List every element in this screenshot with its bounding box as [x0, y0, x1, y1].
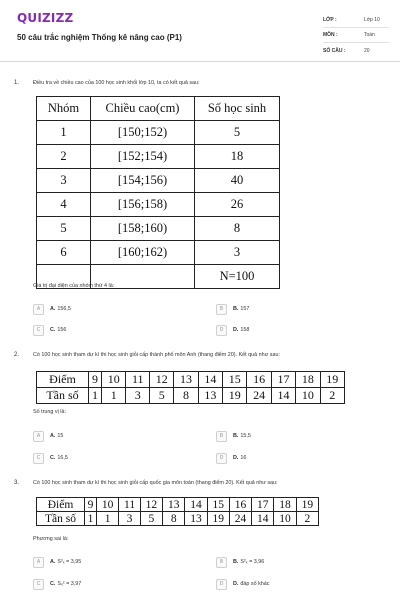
table-cell: 18: [274, 498, 296, 512]
question-number: 1.: [14, 80, 20, 86]
table-cell: 9: [85, 498, 97, 512]
question-number: 2.: [14, 352, 20, 358]
option-letter-box: D: [216, 579, 227, 590]
option-text: 15: [57, 433, 64, 439]
option-text: S²ₓ = 3,96: [240, 559, 265, 565]
option-text: 156,5: [57, 306, 71, 312]
option-label: C.: [50, 455, 56, 461]
quizizz-logo: QUIZIZZ: [17, 11, 74, 25]
option-label: A.: [50, 306, 56, 312]
option-letter-box: C: [33, 325, 44, 336]
table-header-row: [37, 97, 280, 121]
table-cell: 13: [174, 372, 198, 388]
question-prompt: Giá trị đại diện của nhóm thứ 4 là:: [33, 283, 115, 289]
option-b[interactable]: [216, 303, 249, 315]
option-d[interactable]: [216, 324, 249, 336]
table-cell: 1: [97, 512, 119, 526]
table-cell: 6: [37, 241, 91, 265]
table-cell: 12: [150, 372, 174, 388]
table-row: [37, 372, 345, 388]
table-cell: 3: [126, 388, 150, 404]
option-label: C.: [50, 581, 56, 587]
option-a[interactable]: [33, 556, 81, 568]
table-cell: [154;156): [91, 169, 195, 193]
option-letter-box: B: [216, 557, 227, 568]
table-row: [37, 121, 280, 145]
table-cell: 4: [37, 193, 91, 217]
question-prompt: Số trung vị là:: [33, 409, 66, 415]
option-label: C.: [50, 327, 56, 333]
table-cell: 5: [150, 388, 174, 404]
worksheet-header: [0, 0, 400, 62]
table-cell: 11: [119, 498, 141, 512]
table-cell: 13: [163, 498, 185, 512]
table-cell: Tần số: [37, 512, 85, 526]
meta-value: Lớp 10: [364, 17, 380, 23]
option-text: 16,5: [57, 455, 68, 461]
option-text: 157: [240, 306, 250, 312]
table-cell: 3: [195, 241, 280, 265]
question-number: 3.: [14, 480, 20, 486]
table-cell: N=100: [195, 265, 280, 289]
table-cell: 1: [102, 388, 126, 404]
option-text: 158: [240, 327, 250, 333]
table-cell: 2: [320, 388, 344, 404]
table-cell: 19: [223, 388, 247, 404]
option-c[interactable]: [33, 452, 68, 464]
table-cell: 19: [296, 498, 318, 512]
table-cell: 1: [85, 512, 97, 526]
option-letter-box: A: [33, 304, 44, 315]
table-header-cell: Số học sinh: [195, 97, 280, 121]
table-cell: 1: [89, 388, 102, 404]
table-cell: 10: [296, 388, 320, 404]
table-cell: [150;152): [91, 121, 195, 145]
question-text: Có 100 học sinh tham dự kì thi học sinh giỏi cấp thành phố môn Anh (thang điểm 20). Kết quả như sau:: [33, 352, 280, 358]
table-cell: 13: [198, 388, 222, 404]
table-cell: Điểm: [37, 372, 89, 388]
table-cell: 16: [229, 498, 251, 512]
table-row: [37, 498, 319, 512]
meta-value: Toán: [364, 32, 375, 38]
table-cell: 18: [296, 372, 320, 388]
meta-row-grade: [323, 13, 389, 28]
option-letter-box: C: [33, 579, 44, 590]
option-letter-box: A: [33, 557, 44, 568]
option-label: D.: [233, 455, 239, 461]
worksheet-title: 50 câu trắc nghiệm Thống kê nâng cao (P1): [17, 33, 182, 42]
option-label: B.: [233, 433, 239, 439]
option-text: Sₓ² = 3,97: [57, 581, 82, 587]
question-text: Điều tra về chiều cao của 100 học sinh khối lớp 10, ta có kết quả sau:: [33, 80, 200, 86]
table-cell: 16: [247, 372, 271, 388]
meta-row-subject: [323, 28, 389, 43]
table-cell: 26: [195, 193, 280, 217]
score-frequency-table: [36, 371, 345, 404]
table-cell: Điểm: [37, 498, 85, 512]
table-cell: [156;158): [91, 193, 195, 217]
table-row: [37, 193, 280, 217]
table-cell: 19: [320, 372, 344, 388]
table-cell: 17: [252, 498, 274, 512]
table-cell: 5: [140, 512, 162, 526]
question-prompt: Phương sai là:: [33, 536, 69, 542]
table-cell: 24: [229, 512, 251, 526]
table-cell: 10: [102, 372, 126, 388]
option-label: A.: [50, 433, 56, 439]
table-cell: Tần số: [37, 388, 89, 404]
option-a[interactable]: [33, 430, 63, 442]
question-text: Có 100 học sinh tham dự kì thi học sinh giỏi cấp quốc gia môn toán (thang điểm 20). Kết quả như sau:: [33, 480, 278, 486]
option-label: D.: [233, 581, 239, 587]
option-c[interactable]: [33, 578, 81, 590]
option-label: B.: [233, 559, 239, 565]
option-c[interactable]: [33, 324, 66, 336]
meta-value: 20: [364, 47, 370, 54]
table-cell: 11: [126, 372, 150, 388]
table-cell: 3: [119, 512, 141, 526]
option-text: S²ₓ = 3,95: [57, 559, 82, 565]
table-cell: 14: [198, 372, 222, 388]
table-cell: 2: [37, 145, 91, 169]
table-cell: 18: [195, 145, 280, 169]
option-label: D.: [233, 327, 239, 333]
option-text: 16: [240, 455, 247, 461]
table-cell: 9: [89, 372, 102, 388]
option-d[interactable]: [216, 452, 246, 464]
option-text: đáp số khác: [240, 581, 270, 587]
table-cell: 24: [247, 388, 271, 404]
option-letter-box: A: [33, 431, 44, 442]
table-cell: [160;162): [91, 241, 195, 265]
table-cell: 14: [185, 498, 207, 512]
table-cell: 14: [271, 388, 295, 404]
table-row: [37, 145, 280, 169]
table-cell: 5: [195, 121, 280, 145]
option-text: 15,5: [240, 433, 251, 439]
option-label: B.: [233, 306, 239, 312]
table-cell: 10: [274, 512, 296, 526]
table-cell: 8: [195, 217, 280, 241]
meta-label: LỚP :: [323, 17, 337, 23]
table-cell: 19: [207, 512, 229, 526]
score-frequency-table: [36, 497, 319, 526]
option-letter-box: B: [216, 304, 227, 315]
table-cell: 40: [195, 169, 280, 193]
height-table: [36, 96, 280, 289]
table-row: [37, 241, 280, 265]
table-cell: 15: [207, 498, 229, 512]
table-row: [37, 169, 280, 193]
table-cell: [158;160): [91, 217, 195, 241]
meta-label: MÔN :: [323, 32, 338, 38]
option-label: A.: [50, 559, 56, 565]
option-a[interactable]: [33, 303, 71, 315]
table-row: [37, 217, 280, 241]
table-cell: [152;154): [91, 145, 195, 169]
meta-row-question-count: [323, 43, 389, 58]
table-cell: 10: [97, 498, 119, 512]
worksheet-meta: [323, 13, 389, 58]
table-cell: 1: [37, 121, 91, 145]
option-letter-box: C: [33, 453, 44, 464]
table-cell: 5: [37, 217, 91, 241]
option-text: 156: [57, 327, 67, 333]
table-header-cell: Chiều cao(cm): [91, 97, 195, 121]
meta-label: SỐ CÂU :: [323, 47, 346, 54]
table-cell: 15: [223, 372, 247, 388]
table-cell: 14: [252, 512, 274, 526]
table-cell: 2: [296, 512, 318, 526]
table-row: [37, 388, 345, 404]
table-cell: 3: [37, 169, 91, 193]
table-cell: 13: [185, 512, 207, 526]
table-cell: 8: [174, 388, 198, 404]
table-row: [37, 512, 319, 526]
option-b[interactable]: [216, 556, 264, 568]
table-cell: 17: [271, 372, 295, 388]
option-letter-box: D: [216, 325, 227, 336]
table-header-cell: Nhóm: [37, 97, 91, 121]
table-cell: 12: [140, 498, 162, 512]
option-letter-box: D: [216, 453, 227, 464]
option-d[interactable]: [216, 578, 269, 590]
option-b[interactable]: [216, 430, 251, 442]
option-letter-box: B: [216, 431, 227, 442]
table-cell: 8: [163, 512, 185, 526]
